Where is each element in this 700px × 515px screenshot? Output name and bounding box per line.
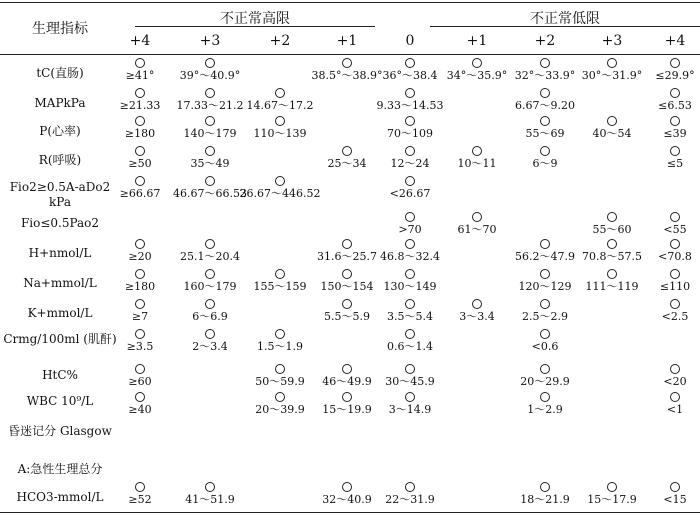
cell-value: 46～49.9	[322, 375, 372, 388]
row-label: P(心率)	[39, 124, 81, 138]
score-header: +4	[129, 33, 151, 49]
cell-value: ≤29.9°	[655, 69, 695, 82]
score-cell	[500, 88, 590, 112]
score-cell	[165, 482, 255, 506]
check-circle-icon[interactable]	[607, 239, 617, 249]
cell-value: 15～19.9	[322, 403, 372, 416]
row-label: Na+mmol/L	[23, 276, 97, 290]
cell-value: 46.67～66.53	[173, 187, 247, 200]
cell-value: ≤5	[666, 157, 684, 170]
check-circle-icon[interactable]	[670, 116, 680, 126]
cell-value: 30～45.9	[385, 375, 435, 388]
score-header: +2	[269, 33, 291, 49]
check-circle-icon[interactable]	[342, 58, 352, 68]
cell-value: ≥7	[131, 310, 149, 323]
score-cell	[365, 116, 455, 140]
score-cell	[630, 116, 700, 140]
cell-value: 14.67～17.2	[246, 99, 314, 112]
score-cell	[500, 392, 590, 416]
cell-value: <1	[666, 403, 684, 416]
cell-value: 10～11	[457, 157, 497, 170]
score-cell	[235, 329, 325, 353]
check-circle-icon[interactable]	[342, 239, 352, 249]
check-circle-icon[interactable]	[342, 392, 352, 402]
row-label: A:急性生理总分	[17, 462, 103, 476]
score-header: +1	[336, 33, 358, 49]
cell-value: 31.6～25.7	[317, 250, 377, 263]
cell-value: 35～49	[190, 157, 230, 170]
check-circle-icon[interactable]	[540, 482, 550, 492]
cell-value: <0.6	[531, 340, 559, 353]
check-circle-icon[interactable]	[135, 299, 145, 309]
cell-value: 56.2～47.9	[515, 250, 575, 263]
score-header: +3	[199, 33, 221, 49]
cell-value: 1～2.9	[527, 403, 563, 416]
cell-value: 70.8～57.5	[582, 250, 642, 263]
check-circle-icon[interactable]	[135, 329, 145, 339]
cell-value: <2.5	[661, 310, 689, 323]
cell-value: 25.1～20.4	[180, 250, 240, 263]
check-circle-icon[interactable]	[342, 299, 352, 309]
score-cell	[235, 176, 325, 200]
check-circle-icon[interactable]	[405, 239, 415, 249]
row-label: Fio2≥0.5A-aDo2 kPa	[9, 180, 111, 209]
check-circle-icon[interactable]	[205, 239, 215, 249]
check-circle-icon[interactable]	[135, 392, 145, 402]
cell-value: 111～119	[585, 280, 639, 293]
cell-value: 20～39.9	[255, 403, 305, 416]
score-cell	[500, 329, 590, 353]
cell-value: 3～14.9	[388, 403, 432, 416]
check-circle-icon[interactable]	[205, 88, 215, 98]
check-circle-icon[interactable]	[405, 269, 415, 279]
cell-value: 15～17.9	[587, 493, 637, 506]
check-circle-icon[interactable]	[135, 146, 145, 156]
row-label: HtC%	[42, 368, 78, 382]
check-circle-icon[interactable]	[607, 116, 617, 126]
score-cell	[365, 364, 455, 388]
cell-value: ≤6.53	[658, 99, 692, 112]
check-circle-icon[interactable]	[540, 392, 550, 402]
row-label: tC(直肠)	[36, 66, 84, 80]
score-cell	[365, 329, 455, 353]
check-circle-icon[interactable]	[275, 269, 285, 279]
cell-value: 36°～38.4	[382, 69, 438, 82]
cell-value: 61～70	[457, 223, 497, 236]
score-cell	[630, 146, 700, 170]
check-circle-icon[interactable]	[275, 329, 285, 339]
check-circle-icon[interactable]	[275, 364, 285, 374]
cell-value: 39°～40.9°	[179, 69, 241, 82]
check-circle-icon[interactable]	[670, 482, 680, 492]
check-circle-icon[interactable]	[472, 58, 482, 68]
check-circle-icon[interactable]	[540, 88, 550, 98]
check-circle-icon[interactable]	[670, 269, 680, 279]
score-cell	[500, 299, 590, 323]
cell-value: <55	[663, 223, 687, 236]
check-circle-icon[interactable]	[405, 88, 415, 98]
cell-value: 30°～31.9°	[581, 69, 643, 82]
score-cell	[235, 88, 325, 112]
check-circle-icon[interactable]	[275, 176, 285, 186]
check-circle-icon[interactable]	[342, 364, 352, 374]
cell-value: 6～9	[532, 157, 558, 170]
low-group-header: 不正常低限	[530, 11, 600, 27]
check-circle-icon[interactable]	[405, 392, 415, 402]
check-circle-icon[interactable]	[405, 176, 415, 186]
cell-value: ≥21.33	[119, 99, 161, 112]
check-circle-icon[interactable]	[405, 364, 415, 374]
cell-value: 2.5～2.9	[522, 310, 568, 323]
check-circle-icon[interactable]	[540, 146, 550, 156]
score-cell	[165, 239, 255, 263]
cell-value: 41～51.9	[185, 493, 235, 506]
score-cell	[630, 392, 700, 416]
check-circle-icon[interactable]	[670, 88, 680, 98]
cell-value: 26.67～446.52	[239, 187, 321, 200]
cell-value: 110～139	[253, 127, 307, 140]
check-circle-icon[interactable]	[540, 116, 550, 126]
cell-value: 38.5°～38.9°	[311, 69, 383, 82]
score-cell	[630, 88, 700, 112]
top-rule	[0, 2, 700, 3]
cell-value: 18～21.9	[520, 493, 570, 506]
check-circle-icon[interactable]	[135, 239, 145, 249]
check-circle-icon[interactable]	[342, 269, 352, 279]
cell-value: ≥60	[128, 375, 152, 388]
check-circle-icon[interactable]	[135, 58, 145, 68]
check-circle-icon[interactable]	[472, 146, 482, 156]
cell-value: 17.33～21.2	[176, 99, 244, 112]
cell-value: 6.67～9.20	[515, 99, 575, 112]
cell-value: 55～69	[525, 127, 565, 140]
cell-value: 3～3.4	[459, 310, 495, 323]
cell-value: 32～40.9	[322, 493, 372, 506]
check-circle-icon[interactable]	[205, 58, 215, 68]
cell-value: ≤39	[663, 127, 687, 140]
cell-value: 120～129	[518, 280, 572, 293]
score-cell	[630, 364, 700, 388]
score-cell	[365, 176, 455, 200]
cell-value: 0.6～1.4	[387, 340, 433, 353]
score-cell	[365, 392, 455, 416]
cell-value: ≥66.67	[119, 187, 161, 200]
row-label: Fio≤0.5Pao2	[20, 216, 100, 230]
check-circle-icon[interactable]	[275, 392, 285, 402]
score-cell	[630, 239, 700, 263]
score-cell	[235, 116, 325, 140]
check-circle-icon[interactable]	[135, 364, 145, 374]
score-cell	[630, 269, 700, 293]
score-header: 0	[405, 33, 415, 49]
cell-value: ≥180	[124, 127, 156, 140]
check-circle-icon[interactable]	[540, 58, 550, 68]
score-cell	[630, 482, 700, 506]
check-circle-icon[interactable]	[670, 146, 680, 156]
row-label: HCO3-mmol/L	[16, 490, 104, 504]
check-circle-icon[interactable]	[670, 58, 680, 68]
score-cell	[165, 58, 255, 82]
score-cell	[165, 299, 255, 323]
check-circle-icon[interactable]	[540, 329, 550, 339]
check-circle-icon[interactable]	[205, 482, 215, 492]
score-cell	[95, 364, 185, 388]
check-circle-icon[interactable]	[670, 364, 680, 374]
cell-value: 34°～35.9°	[446, 69, 508, 82]
cell-value: 2～3.4	[192, 340, 228, 353]
cell-value: 6～6.9	[192, 310, 228, 323]
cell-value: 150～154	[320, 280, 374, 293]
score-cell	[630, 58, 700, 82]
cell-value: 70～109	[387, 127, 433, 140]
check-circle-icon[interactable]	[342, 482, 352, 492]
score-cell	[500, 364, 590, 388]
cell-value: 9.33～14.53	[376, 99, 444, 112]
cell-value: <20	[663, 375, 687, 388]
indicator-header: 生理指标	[32, 21, 88, 37]
cell-value: <70.8	[658, 250, 692, 263]
check-circle-icon[interactable]	[405, 116, 415, 126]
score-cell	[365, 88, 455, 112]
check-circle-icon[interactable]	[405, 58, 415, 68]
cell-value: ≥180	[124, 280, 156, 293]
score-cell	[630, 212, 700, 236]
cell-value: 50～59.9	[255, 375, 305, 388]
row-label: R(呼吸)	[38, 153, 82, 167]
check-circle-icon[interactable]	[135, 88, 145, 98]
bottom-rule	[0, 512, 700, 513]
score-cell	[630, 299, 700, 323]
check-circle-icon[interactable]	[607, 212, 617, 222]
row-label: H+nmol/L	[28, 246, 92, 260]
check-circle-icon[interactable]	[405, 299, 415, 309]
row-label: MAPkPa	[34, 96, 86, 110]
check-circle-icon[interactable]	[472, 212, 482, 222]
check-circle-icon[interactable]	[670, 239, 680, 249]
cell-value: ≥41°	[125, 69, 155, 82]
cell-value: 55～60	[592, 223, 632, 236]
cell-value: 140～179	[183, 127, 237, 140]
score-cell	[365, 269, 455, 293]
check-circle-icon[interactable]	[135, 116, 145, 126]
header-rule	[0, 54, 700, 55]
row-label: K+mmol/L	[27, 306, 93, 320]
check-circle-icon[interactable]	[540, 269, 550, 279]
check-circle-icon[interactable]	[405, 146, 415, 156]
check-circle-icon[interactable]	[540, 299, 550, 309]
cell-value: ≥40	[128, 403, 152, 416]
cell-value: ≥50	[128, 157, 152, 170]
score-cell	[165, 146, 255, 170]
check-circle-icon[interactable]	[405, 329, 415, 339]
check-circle-icon[interactable]	[275, 116, 285, 126]
check-circle-icon[interactable]	[670, 392, 680, 402]
cell-value: 22～31.9	[385, 493, 435, 506]
cell-value: 3.5～5.4	[387, 310, 433, 323]
cell-value: ≥3.5	[126, 340, 154, 353]
cell-value: 32°～33.9°	[514, 69, 576, 82]
cell-value: ≤110	[659, 280, 691, 293]
score-cell	[432, 212, 522, 236]
score-header: +1	[466, 33, 488, 49]
score-header: +3	[601, 33, 623, 49]
cell-value: 130～149	[383, 280, 437, 293]
score-header: +2	[534, 33, 556, 49]
cell-value: ≥20	[128, 250, 152, 263]
cell-value: <15	[663, 493, 687, 506]
row-label: Crmg/100ml (肌酐)	[3, 332, 117, 346]
cell-value: <26.67	[389, 187, 431, 200]
row-label: WBC 10⁹/L	[26, 394, 94, 408]
check-circle-icon[interactable]	[205, 269, 215, 279]
check-circle-icon[interactable]	[405, 482, 415, 492]
score-cell	[95, 392, 185, 416]
check-circle-icon[interactable]	[205, 176, 215, 186]
cell-value: 160～179	[183, 280, 237, 293]
check-circle-icon[interactable]	[540, 239, 550, 249]
check-circle-icon[interactable]	[607, 58, 617, 68]
check-circle-icon[interactable]	[135, 269, 145, 279]
check-circle-icon[interactable]	[275, 88, 285, 98]
check-circle-icon[interactable]	[205, 146, 215, 156]
score-header: +4	[664, 33, 686, 49]
check-circle-icon[interactable]	[205, 329, 215, 339]
score-cell	[365, 482, 455, 506]
cell-value: 20～29.9	[520, 375, 570, 388]
cell-value: 5.5～5.9	[324, 310, 370, 323]
cell-value: 12～24	[390, 157, 430, 170]
cell-value: 1.5～1.9	[257, 340, 303, 353]
cell-value: >70	[398, 223, 422, 236]
check-circle-icon[interactable]	[342, 146, 352, 156]
cell-value: 46.8～32.4	[380, 250, 440, 263]
check-circle-icon[interactable]	[205, 116, 215, 126]
cell-value: 155～159	[253, 280, 307, 293]
check-circle-icon[interactable]	[405, 212, 415, 222]
check-circle-icon[interactable]	[540, 364, 550, 374]
row-label: 昏迷记分 Glasgow	[8, 424, 112, 438]
check-circle-icon[interactable]	[205, 299, 215, 309]
high-group-header: 不正常高限	[220, 11, 290, 27]
check-circle-icon[interactable]	[135, 176, 145, 186]
score-cell	[365, 239, 455, 263]
cell-value: 40～54	[592, 127, 632, 140]
check-circle-icon[interactable]	[670, 212, 680, 222]
check-circle-icon[interactable]	[472, 299, 482, 309]
check-circle-icon[interactable]	[607, 482, 617, 492]
cell-value: 25～34	[327, 157, 367, 170]
score-cell	[500, 146, 590, 170]
check-circle-icon[interactable]	[135, 482, 145, 492]
check-circle-icon[interactable]	[670, 299, 680, 309]
cell-value: ≥52	[128, 493, 152, 506]
check-circle-icon[interactable]	[607, 269, 617, 279]
